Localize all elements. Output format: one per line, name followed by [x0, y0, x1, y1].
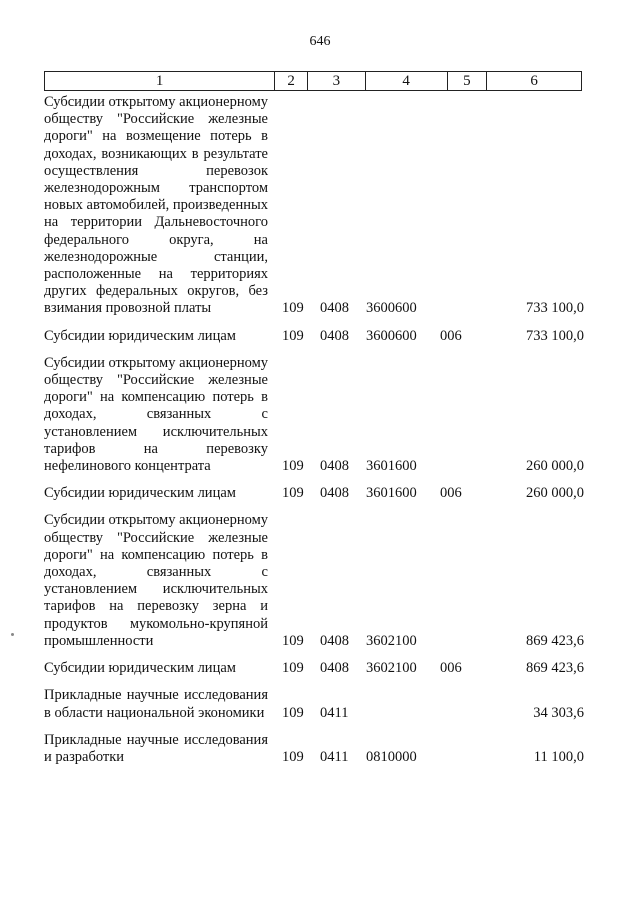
table-row: [44, 355, 584, 475]
table-row: [44, 485, 584, 502]
row-description: Прикладные научные исследования в области национальной экономики: [44, 687, 268, 721]
table-row: [44, 512, 584, 650]
row-description: Субсидии юридическим лицам: [44, 660, 236, 677]
header-col-1: 1: [155, 73, 164, 89]
row-section-code: 0408: [320, 485, 349, 502]
row-section-code: 0411: [320, 704, 349, 721]
row-amount: 260 000,0: [526, 458, 584, 475]
row-target-code: 3600600: [366, 300, 417, 317]
row-section-code: 0408: [320, 660, 349, 677]
page-number: 646: [309, 34, 331, 49]
row-ministry-code: 109: [282, 748, 304, 765]
row-ministry-code: 109: [282, 327, 304, 344]
row-target-code: 3602100: [366, 632, 417, 649]
row-section-code: 0408: [320, 458, 349, 475]
table-row: [44, 687, 584, 721]
row-ministry-code: 109: [282, 660, 304, 677]
row-target-code: 3601600: [366, 458, 417, 475]
row-description: Субсидии юридическим лицам: [44, 485, 236, 502]
row-target-code: 3600600: [366, 327, 417, 344]
row-ministry-code: 109: [282, 632, 304, 649]
row-amount: 260 000,0: [526, 485, 584, 502]
table-header: [44, 71, 582, 91]
table-row: [44, 732, 584, 766]
row-expense-type: 006: [440, 485, 462, 502]
row-amount: 733 100,0: [526, 327, 584, 344]
table-row: [44, 94, 584, 318]
row-section-code: 0408: [320, 300, 349, 317]
row-description: Субсидии открытому акционерному обществу "Российские железные дороги" на компенсацию потерь в доходах, связанных с установлением исключительных тарифов на перевозку нефелинового концентрата: [44, 354, 268, 475]
header-col-2: 2: [274, 72, 307, 90]
table-row: [44, 328, 584, 345]
row-target-code: 0810000: [366, 748, 417, 765]
row-amount: 733 100,0: [526, 300, 584, 317]
row-section-code: 0408: [320, 327, 349, 344]
row-target-code: 3601600: [366, 485, 417, 502]
row-ministry-code: 109: [282, 485, 304, 502]
row-description: Прикладные научные исследования и разработки: [44, 731, 268, 765]
row-amount: 869 423,6: [526, 660, 584, 677]
row-description: Субсидии открытому акционерному обществу "Российские железные дороги" на компенсацию потерь в доходах, связанных с установлением исключительных тарифов на перевозку зерна и продуктов мукомольно-крупяной промышленности: [44, 512, 268, 649]
row-ministry-code: 109: [282, 458, 304, 475]
row-target-code: 3602100: [366, 660, 417, 677]
row-amount: 869 423,6: [526, 632, 584, 649]
table-body: [44, 94, 584, 776]
header-col-4: 4: [365, 72, 447, 90]
header-col-3: 3: [307, 72, 365, 90]
row-section-code: 0408: [320, 632, 349, 649]
header-col-6: 6: [486, 72, 581, 90]
row-amount: 11 100,0: [533, 748, 584, 765]
row-ministry-code: 109: [282, 704, 304, 721]
row-ministry-code: 109: [282, 300, 304, 317]
row-section-code: 0411: [320, 748, 349, 765]
scan-speck: [11, 633, 14, 636]
row-description: Субсидии юридическим лицам: [44, 327, 236, 344]
row-expense-type: 006: [440, 660, 462, 677]
row-description: Субсидии открытому акционерному обществу "Российские железные дороги" на возмещение потерь в доходах, возникающих в результате осуществления перевозок железнодорожным транспортом новых автомобилей, произведенных на территории Дальневосточного федерального округа, на железнодорожные станции, расположенные на территориях других федеральных округов, без взимания провозной платы: [44, 94, 268, 317]
header-col-5: 5: [447, 72, 487, 90]
row-amount: 34 303,6: [533, 704, 584, 721]
table-row: [44, 660, 584, 677]
row-expense-type: 006: [440, 327, 462, 344]
